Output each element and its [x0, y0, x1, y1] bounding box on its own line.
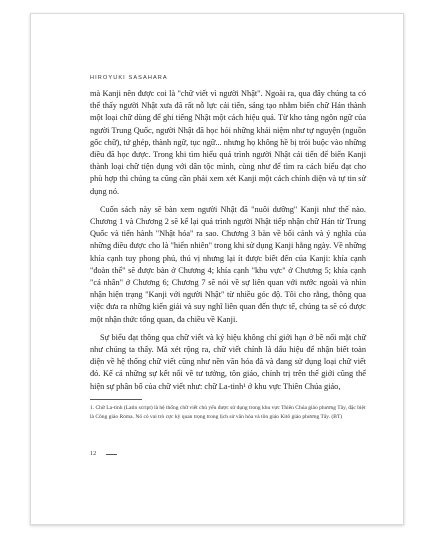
paragraph-1: mà Kanji nên được coi là "chữ viết vì người Nhật". Ngoài ra, qua đây chúng ta có thể thấy người Nhật xưa đã rất nỗ lực cải tiến, sáng tạo nhằm biến chữ Hán thành một loại chữ dùng để ghi tiếng Nhật một cách hiệu quả. Từ kho tàng ngôn ngữ của người Trung Quốc, người Nhật đã học hỏi những khái niệm như tự nguyện (nguồn gốc chữ), tứ ghép, thành ngữ, tục ngữ... nhưng họ không hề bị trói buộc vào những điều đã học được. Trong khi tìm hiểu quá trình người Nhật cải tiến để biến Kanji thành loại chữ tiện dụng với dân tộc mình, cùng như để tìm ra cách biểu đạt cho phù hợp thì chúng ta cũng cần phải xem xét Kanji một cách chính diện và tự tin sử dụng nó. — [90, 89, 366, 196]
page-number: 12 — [90, 450, 97, 457]
paragraph-3: Sự biểu đạt thông qua chữ viết và ký hiệu không chỉ giới hạn ở bề nổi mặt chữ như chúng ta thấy. Mà xét rộng ra, chữ viết chính là dấu hiệu để nhận biết toàn diện về hệ thống chữ viết cũng như nền văn hóa đã và đang sử dụng loại chữ viết đó. Kế cả những sự kết nối về tư tưởng, tôn giáo, chính trị trên thế giới cũng thể hiện sự phân bố của chữ viết như: chữ La-tinh¹ ở khu vực Thiên Chúa giáo, — [90, 332, 366, 391]
page-number-line — [106, 454, 117, 455]
running-head: HIROYUKI SASAHARA — [90, 75, 168, 81]
body-text — [90, 88, 366, 399]
footnote-rule — [90, 399, 142, 400]
book-page — [30, 13, 404, 525]
footnote: 1. Chữ La-tinh (Latin script) là hệ thống chữ viết chủ yếu được sử dụng trong khu vực Thiên Chúa giáo phương Tây, đặc biệt là Công giáo Roma. Nó có vai trò cực kỳ quan trọng trong lịch sử văn hóa và tôn giáo Kitô giáo phương Tây. (BT) — [90, 405, 366, 420]
paragraph-2: Cuốn sách này sẽ bàn xem người Nhật đã "nuôi dưỡng" Kanji như thế nào. Chương 1 và Chương 2 sẽ kể lại quá trình người Nhật tiếp nhận chữ Hán từ Trung Quốc và tiến hành "Nhật hóa" ra sao. Chương 3 bàn về bối cảnh và ý nghĩa của những điều được cho là "hiển nhiên" trong khi sử dụng Kanji hằng ngày. Về những khía cạnh tuy phong phú, thú vị nhưng lại ít được biết đến của Kanji: khía cạnh "đoàn thể" sẽ được bàn ở Chương 4; khía cạnh "khu vực" ở Chương 5; khía cạnh "cá nhân" ở Chương 6; Chương 7 sẽ nói về sự liên quan với nước ngoài và nhìn nhận hiện trạng "Kanji với người Nhật" từ nhiều góc độ. Tôi cho rằng, thông qua việc đưa ra những kiến giải và suy nghĩ liên quan đến thực tế, chúng ta sẽ có được một nhận thức tổng quan, đa chiều về Kanji. — [90, 204, 366, 324]
